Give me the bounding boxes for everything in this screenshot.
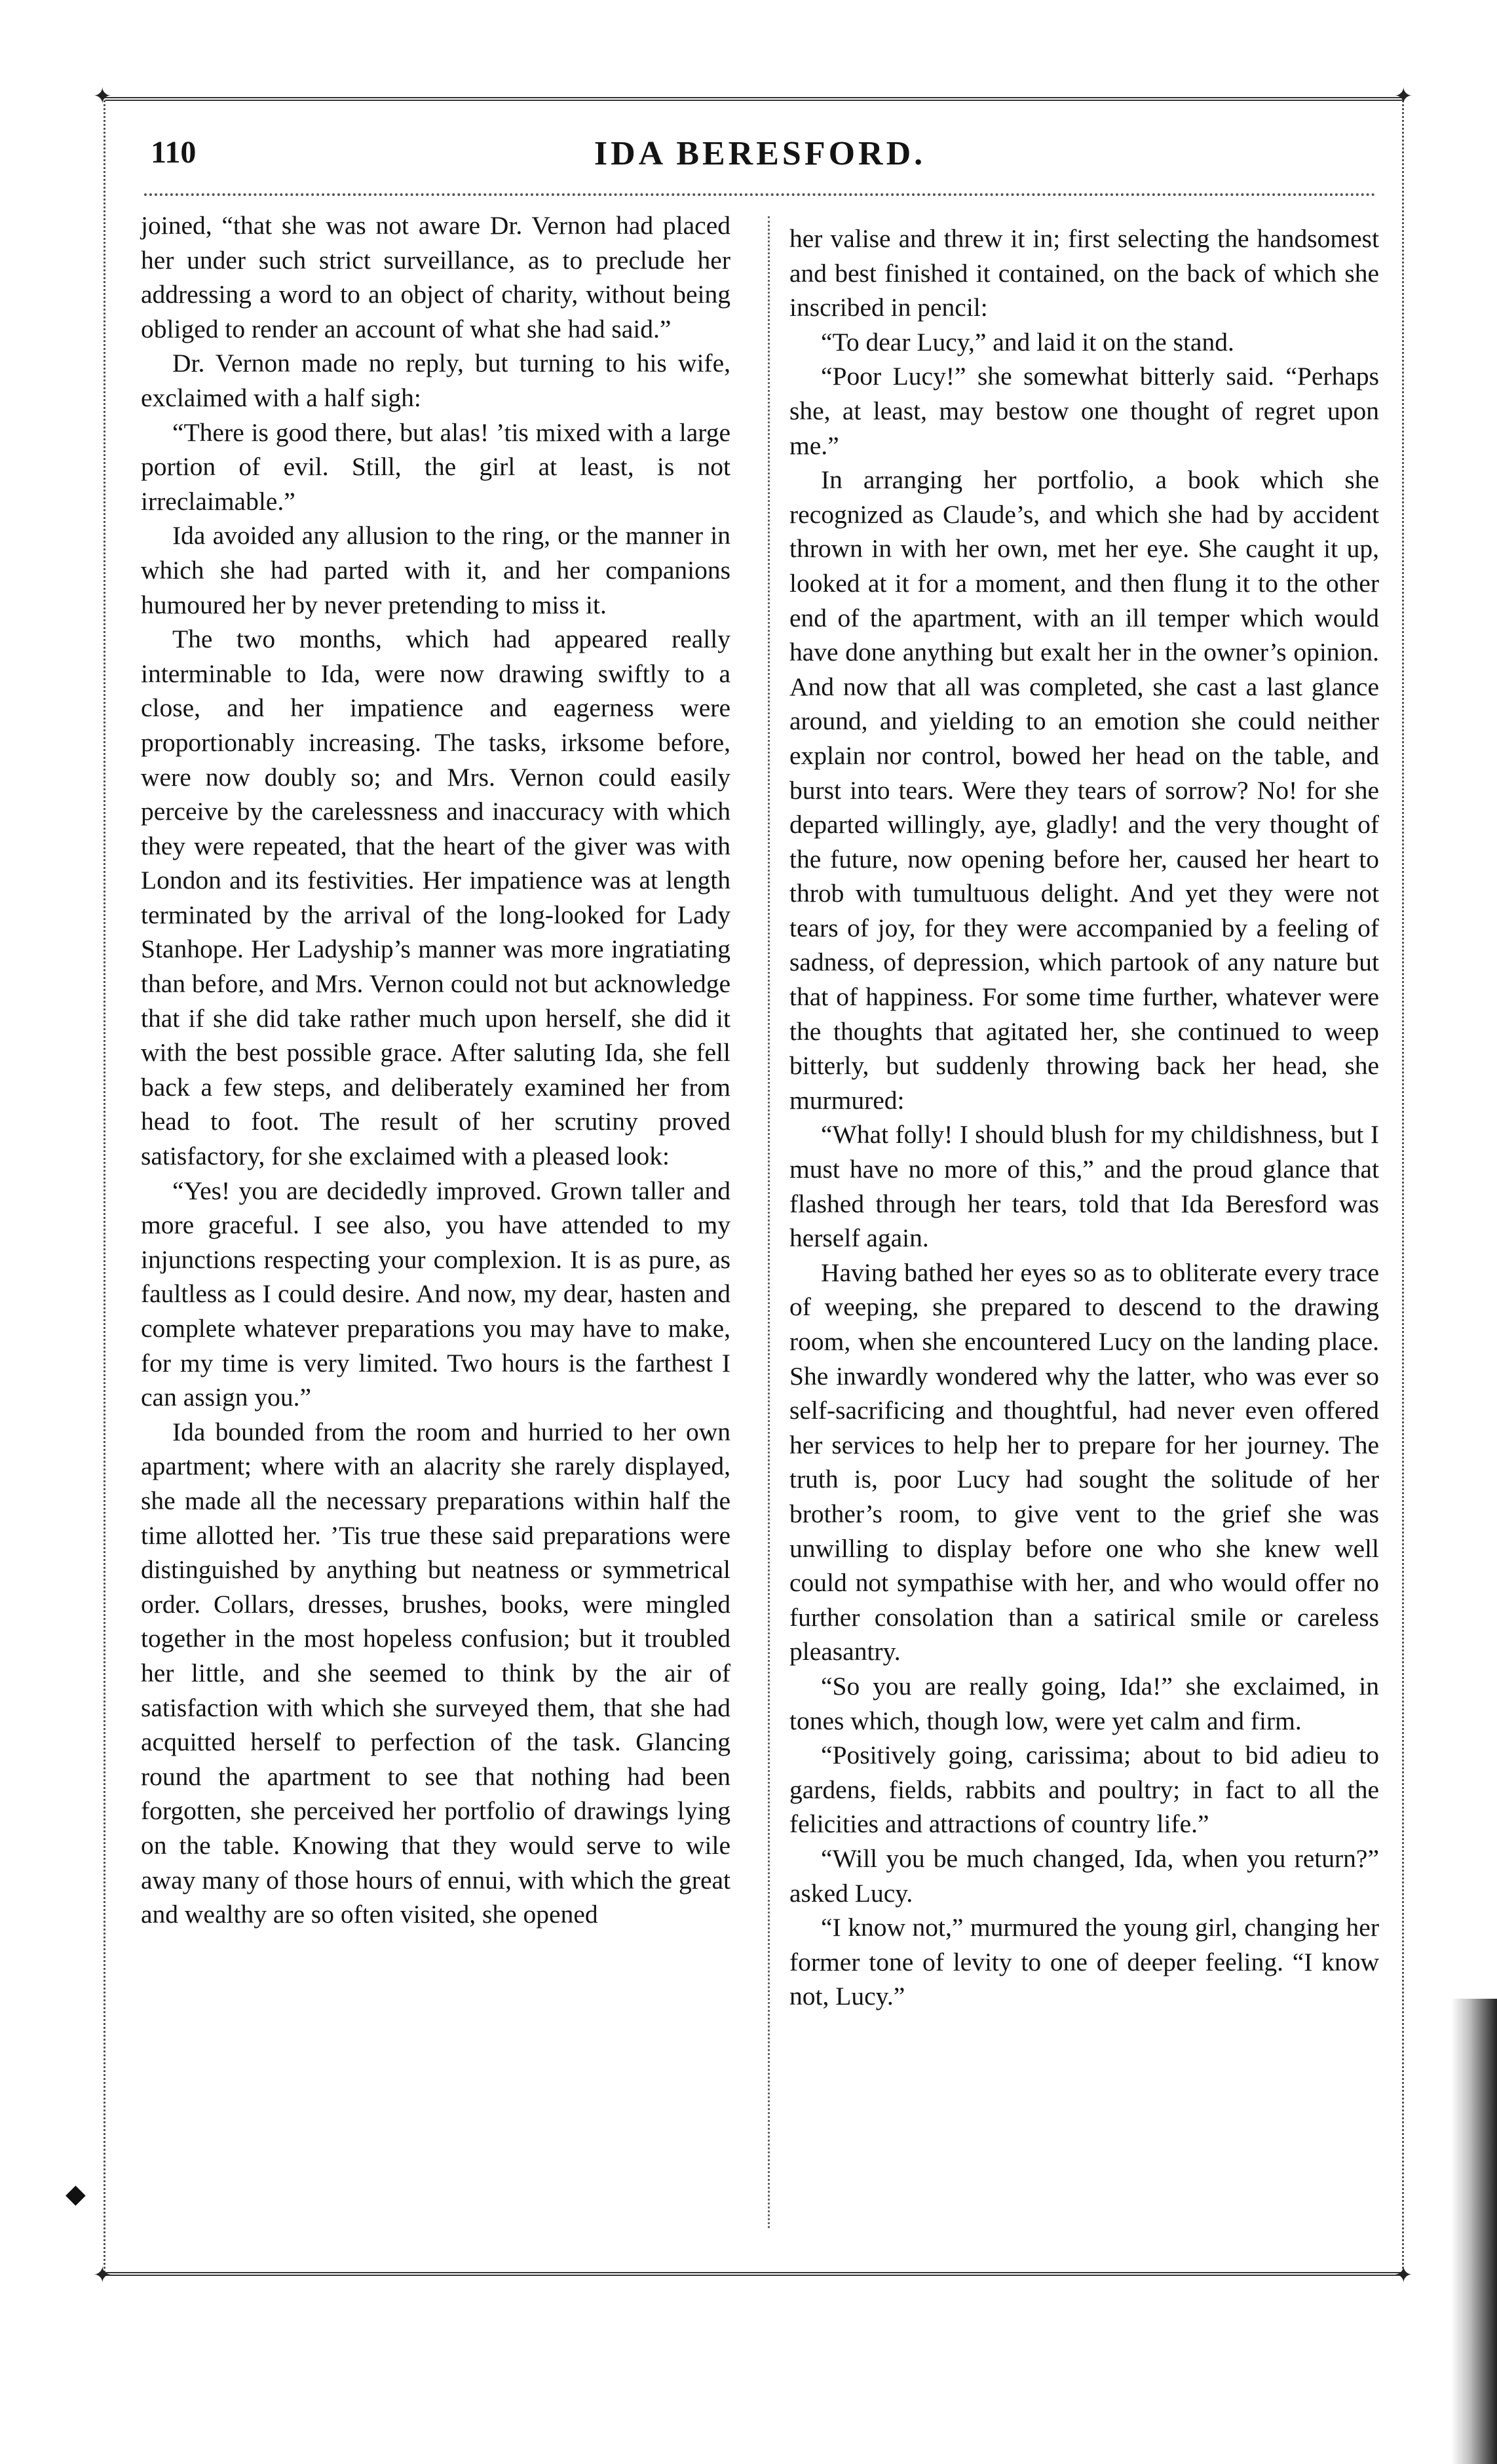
ink-blot-icon: ◆ xyxy=(66,2179,86,2209)
ornament-top-right-icon: ✦ xyxy=(1394,83,1413,109)
paragraph: In arranging her portfolio, a book which she recognized as Claude’s, and which she had by accident thrown in with her own, met her eye. She caught it up, looked at it for a moment, and then flung it to the other end of the apartment, with an ill temper which would have done anything but exalt her in the owner’s opinion. And now that all was completed, she cast a last glance around, and yielding to an emotion she could neither explain nor control, bowed her head on the table, and burst into tears. Were they tears of sorrow? No! for she departed willingly, aye, gladly! and the very thought of the future, now opening before her, caused her heart to throb with tumultuous delight. And yet they were not tears of joy, for they were accompanied by a feeling of sadness, of depression, which partook of any nature but that of happiness. For some time further, whatever were the thoughts that agitated her, she continued to weep bitterly, but suddenly throwing back her head, she murmured: xyxy=(789,465,1379,1115)
paragraph: joined, “that she was not aware Dr. Vernon had placed her under such strict surveillance, as to preclude her addressing a word to an object of charity, without being obliged to render an account of what she had said.” xyxy=(141,211,730,343)
paragraph: “Will you be much changed, Ida, when you return?” asked Lucy. xyxy=(789,1843,1379,1908)
paragraph: “What folly! I should blush for my childishness, but I must have no more of this,” and the proud glance that flashed through her tears, told that Ida Beresford was herself again. xyxy=(789,1120,1379,1253)
paragraph: “I know not,” murmured the young girl, changing her former tone of levity to one of deeper feeling. “I know not, Lucy.” xyxy=(789,1913,1379,2011)
running-title: IDA BERESFORD. xyxy=(594,135,926,172)
paragraph: “Positively going, carissima; about to bid adieu to gardens, fields, rabbits and poultry; in fact to all the felicities and attractions of country life.” xyxy=(789,1741,1379,1839)
running-head xyxy=(131,128,1389,187)
paragraph: her valise and threw it in; first selecting the handsomest and best finished it contained, on the back of which she inscribed in pencil: xyxy=(789,224,1379,322)
right-column xyxy=(789,221,1379,2014)
paragraph: Dr. Vernon made no reply, but turning to his wife, exclaimed with a half sigh: xyxy=(141,349,730,412)
paragraph: Ida bounded from the room and hurried to her own apartment; where with an alacrity she rarely displayed, she made all the necessary preparations within half the time allotted her. ’Tis true these said preparations were distinguished by anything but neatness or symmetrical order. Collars, dresses, brushes, books, were mingled together in the most hopeless confusion; but it troubled her little, and she seemed to think by the air of satisfaction with which she surveyed them, that she had acquitted herself to perfection of the task. Glancing round the apartment to see that nothing had been forgotten, she perceived her portfolio of drawings lying on the table. Knowing that they would serve to wile away many of those hours of ennui, with which the great and wealthy are so often visited, she opened xyxy=(141,1417,730,1929)
paragraph: “Yes! you are decidedly improved. Grown taller and more graceful. I see also, you have attended to my injunctions respecting your complexion. It is as pure, as faultless as I could desire. And now, my dear, hasten and complete whatever preparations you may have to make, for my time is very limited. Two hours is the farthest I can assign you.” xyxy=(141,1176,730,1412)
paragraph: “To dear Lucy,” and laid it on the stand. xyxy=(821,327,1234,356)
left-column xyxy=(141,208,730,1932)
column-divider xyxy=(768,216,770,2228)
paragraph: Having bathed her eyes so as to obliterate every trace of weeping, she prepared to descend to the drawing room, when she encountered Lucy on the landing place. She inwardly wondered why the latter, who was ever so self-sacrificing and thoughtful, had never even offered her services to help her to prepare for her journey. The truth is, poor Lucy had sought the solitude of her brother’s room, to give vent to the grief she was unwilling to display before one who she knew well could not sympathise with her, and who would offer no further consolation than a satirical smile or careless pleasantry. xyxy=(789,1258,1379,1666)
ornament-bottom-right-icon: ✦ xyxy=(1394,2262,1413,2288)
paragraph: “So you are really going, Ida!” she exclaimed, in tones which, though low, were yet calm and firm. xyxy=(789,1671,1379,1735)
ornament-bottom-left-icon: ✦ xyxy=(93,2262,112,2288)
paragraph: Ida avoided any allusion to the ring, or the manner in which she had parted with it, and her companions humoured her by never pretending to miss it. xyxy=(141,521,730,619)
paragraph: The two months, which had appeared really interminable to Ida, were now drawing swiftly to a close, and her impatience and eagerness were proportionably increasing. The tasks, irksome before, were now doubly so; and Mrs. Vernon could easily perceive by the carelessness and inaccuracy with which they were repeated, that the heart of the giver was with London and its festivities. Her impatience was at length terminated by the arrival of the long-looked for Lady Stanhope. Her Ladyship’s manner was more ingratiating than before, and Mrs. Vernon could not but acknowledge that if she did take rather much upon herself, she did it with the best possible grace. After saluting Ida, she fell back a few steps, and deliberately examined her from head to foot. The result of her scrutiny proved satisfactory, for she exclaimed with a pleased look: xyxy=(141,625,730,1171)
ornament-top-left-icon: ✦ xyxy=(93,83,112,109)
paragraph: “There is good there, but alas! ’tis mixed with a large portion of evil. Still, the girl at least, is not irreclaimable.” xyxy=(141,417,730,516)
scan-edge-shadow xyxy=(1451,1999,1497,2464)
page-number: 110 xyxy=(151,135,197,170)
header-rule xyxy=(144,193,1376,196)
paragraph: “Poor Lucy!” she somewhat bitterly said. “Perhaps she, at least, may bestow one thought of regret upon me.” xyxy=(789,362,1379,460)
